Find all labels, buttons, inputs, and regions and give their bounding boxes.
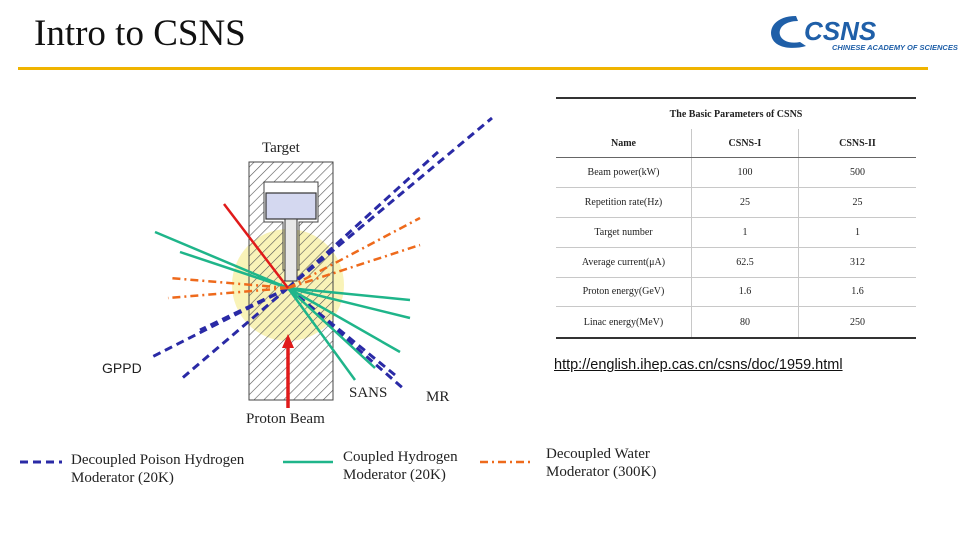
table-cell: 1.6 [798, 277, 916, 307]
legend-label-coupled-hydrogen [343, 448, 458, 484]
table-cell: 1 [798, 217, 916, 247]
table-cell: 62.5 [692, 247, 799, 277]
table-cell: 25 [798, 187, 916, 217]
column-header-name: Name [556, 129, 692, 158]
label-gppd: GPPD [102, 360, 142, 376]
table-cell: 312 [798, 247, 916, 277]
slide-title: Intro to CSNS [34, 13, 246, 54]
label-proton-beam: Proton Beam [246, 411, 325, 427]
legend-label-water [546, 445, 656, 481]
target-vessel [266, 193, 316, 219]
legend-label-poison-hydrogen [71, 451, 244, 487]
table-cell: 80 [692, 307, 799, 338]
column-header-csns-1: CSNS-I [692, 129, 799, 158]
logo-subtitle: CHINESE ACADEMY OF SCIENCES [832, 43, 958, 52]
csns-logo [766, 10, 960, 56]
table-cell: 500 [798, 158, 916, 188]
table-cell: Average current(μA) [556, 247, 692, 277]
table-caption: The Basic Parameters of CSNS [556, 98, 916, 129]
table-cell: 25 [692, 187, 799, 217]
logo-swoosh [771, 16, 806, 48]
table-cell: Target number [556, 217, 692, 247]
table-row [556, 217, 916, 247]
label-sans: SANS [349, 385, 388, 401]
table-row [556, 307, 916, 338]
table-cell: 1 [692, 217, 799, 247]
parameters-table [556, 97, 916, 339]
legend-line-1: Coupled Hydrogen [343, 449, 458, 465]
table-cell: Linac energy(MeV) [556, 307, 692, 338]
table-cell: 250 [798, 307, 916, 338]
table-row [556, 277, 916, 307]
source-link[interactable]: http://english.ihep.cas.cn/csns/doc/1959.html [554, 357, 843, 373]
table-cell: 100 [692, 158, 799, 188]
legend-line-1: Decoupled Poison Hydrogen [71, 452, 245, 468]
table-cell: Proton energy(GeV) [556, 277, 692, 307]
table-cell: Repetition rate(Hz) [556, 187, 692, 217]
table-row [556, 158, 916, 188]
table-cell: Beam power(kW) [556, 158, 692, 188]
column-header-csns-2: CSNS-II [798, 129, 916, 158]
target-channel [285, 219, 297, 281]
label-target: Target [262, 140, 300, 156]
table-caption-row [556, 98, 916, 129]
table-row [556, 247, 916, 277]
table-header-row [556, 129, 916, 158]
title-underline [18, 67, 928, 70]
legend-line-2: Moderator (20K) [71, 470, 174, 486]
legend-line-1: Decoupled Water [546, 446, 650, 462]
table-row [556, 187, 916, 217]
legend-line-2: Moderator (300K) [546, 464, 657, 480]
table-cell: 1.6 [692, 277, 799, 307]
legend-line-2: Moderator (20K) [343, 467, 446, 483]
logo-mark: CSNS [804, 16, 877, 46]
label-mr: MR [426, 389, 450, 405]
